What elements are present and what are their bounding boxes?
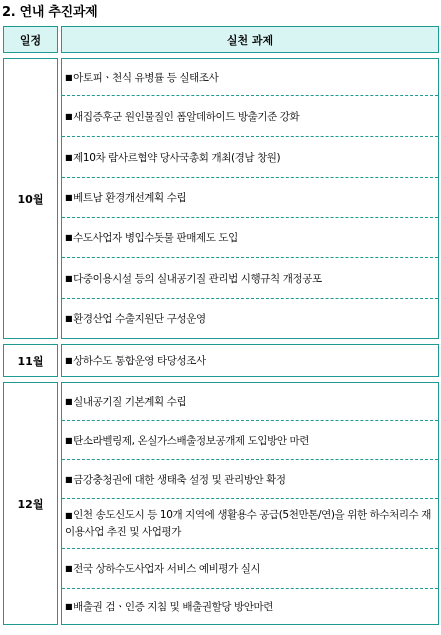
bullet-icon: ■ xyxy=(65,314,73,323)
bullet-icon: ■ xyxy=(65,510,73,520)
list-item xyxy=(62,299,438,338)
bullet-icon: ■ xyxy=(65,72,73,82)
task-text: 다중이용시설 등의 실내공기질 관리법 시행규칙 개정공포 xyxy=(73,272,322,285)
list-item xyxy=(62,549,438,589)
bullet-icon: ■ xyxy=(65,273,73,283)
task-text: 전국 상하수도사업자 서비스 예비평가 실시 xyxy=(73,563,261,575)
bullet-icon: ■ xyxy=(65,474,73,484)
task-text: 실내공기질 기본계획 수립 xyxy=(73,396,187,408)
bullet-icon: ■ xyxy=(65,152,73,162)
task-text: 제10차 람사르협약 당사국총회 개최(경남 창원) xyxy=(73,151,281,164)
task-text: 인천 송도신도시 등 10개 지역에 생활용수 공급(5천만톤/연)을 위한 하수처리수 재이용사업 추진 및 사업평가 xyxy=(65,508,432,538)
list-item xyxy=(62,345,438,376)
list-item xyxy=(62,178,438,218)
task-list xyxy=(62,383,439,625)
table-header-row xyxy=(4,27,439,53)
section-title: 2. 연내 추진과제 xyxy=(2,5,98,20)
list-item xyxy=(62,218,438,258)
list-item xyxy=(62,460,438,499)
table-row-october xyxy=(4,59,439,339)
bullet-icon: ■ xyxy=(65,397,73,406)
list-item xyxy=(62,589,438,624)
bullet-icon: ■ xyxy=(65,564,73,573)
task-text: 탄소라벨링제, 온실가스배출정보공개제 도입방안 마련 xyxy=(73,434,310,447)
list-item xyxy=(62,499,438,549)
bullet-icon: ■ xyxy=(65,602,73,611)
task-text: 금강충청권에 대한 생태축 설정 및 관리방안 확정 xyxy=(73,473,286,486)
list-item xyxy=(62,59,438,96)
month-cell: 11월 xyxy=(4,345,58,377)
list-item xyxy=(62,137,438,178)
table-row-november xyxy=(4,345,439,377)
bullet-icon: ■ xyxy=(65,233,73,242)
bullet-icon: ■ xyxy=(65,356,73,365)
bullet-icon: ■ xyxy=(65,111,73,121)
header-action-task: 실천 과제 xyxy=(62,27,439,53)
task-text: 수도사업자 병입수돗물 판매제도 도입 xyxy=(73,232,238,244)
month-cell: 12월 xyxy=(4,383,58,625)
task-text: 베트남 환경개선계획 수립 xyxy=(73,192,187,204)
header-schedule: 일정 xyxy=(4,27,58,53)
action-plan-table xyxy=(3,26,439,625)
list-item xyxy=(62,258,438,299)
list-item xyxy=(62,421,438,460)
month-cell: 10월 xyxy=(4,59,58,339)
task-text: 상하수도 통합운영 타당성조사 xyxy=(73,355,206,367)
table-row-december xyxy=(4,383,439,625)
task-text: 환경산업 수출지원단 구성운영 xyxy=(73,313,206,325)
task-list xyxy=(62,345,439,377)
list-item xyxy=(62,96,438,137)
list-item xyxy=(62,383,438,421)
task-list xyxy=(62,59,439,339)
bullet-icon: ■ xyxy=(65,435,73,445)
task-text: 배출권 검ㆍ인증 지침 및 배출권할당 방안마련 xyxy=(73,601,273,613)
task-text: 아토피ㆍ천식 유병률 등 실태조사 xyxy=(73,71,219,84)
task-text: 새집증후군 원인물질인 폼알데하이드 방출기준 강화 xyxy=(73,110,300,123)
bullet-icon: ■ xyxy=(65,193,73,202)
